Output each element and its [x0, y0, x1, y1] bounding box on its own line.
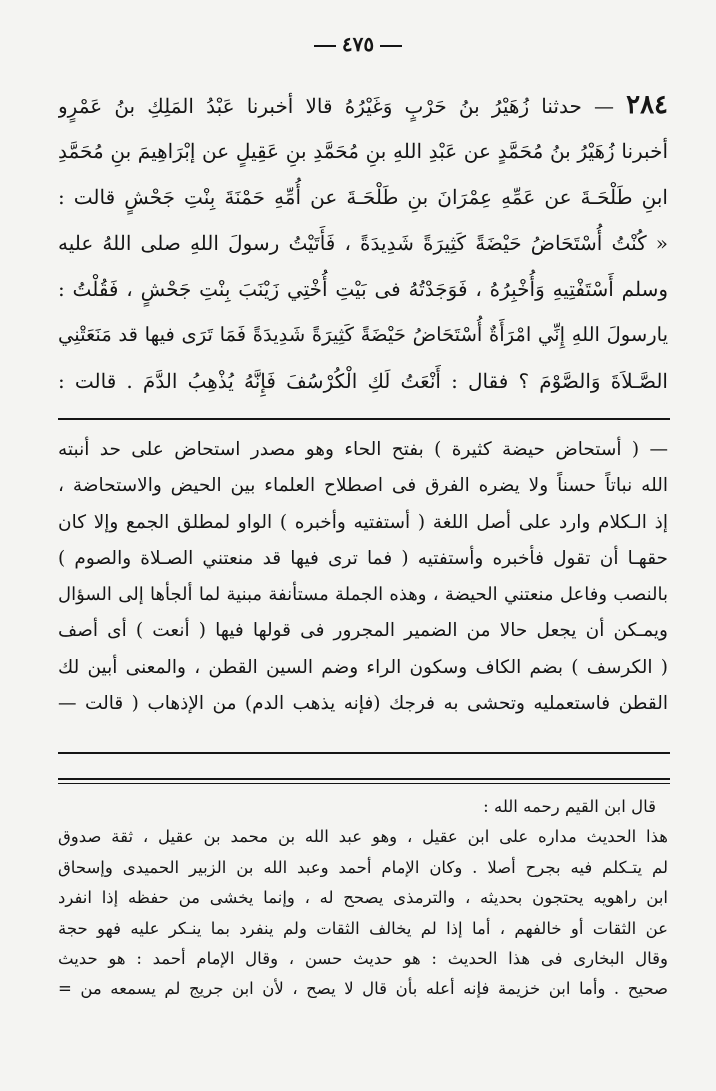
commentary — [58, 432, 668, 722]
commentary-line: القطن فاستعمليه وتحشى به فرجك (فإنه يذهب الدم) من الإذهاب ( قالت — — [58, 693, 668, 715]
commentary-line: ويمـكن أن يجعل حالا من الضمير المجرور فى قولها فيها ( أنعت ) أى أصف — [58, 620, 668, 642]
commentary-line: بالنصب وفاعل منعتني الحيضة ، وهذه الجملة مستأنفة مبنية لما ألجأها إلى السؤال — [58, 584, 668, 606]
section-divider — [58, 418, 670, 420]
ibn-qayyim-line: هذا الحديث مداره على ابن عقيل ، وهو عبد الله بن محمد بن عقيل ، ثقة صدوق — [58, 827, 668, 847]
commentary-line: إذ الـكلام وارد على أصل اللغة ( أستفتيه وأخبره ) الواو لمطلق الجمع وإلا كان — [58, 511, 668, 533]
page-number-dash-left — [314, 45, 336, 47]
hadith-text — [58, 82, 668, 404]
section-divider — [58, 778, 670, 780]
ibn-qayyim-heading: قال ابن القيم رحمه الله : — [483, 797, 656, 816]
hadith-line: الصَّـلاَةَ وَالصَّوْمَ ؟ فقال : أَنْعَتُ لَكِ الْكُرْسُفَ فَإِنَّهُ يُذْهِبُ الدَّمَ . قالت : — [58, 369, 668, 393]
page-number-dash-right — [380, 45, 402, 47]
ibn-qayyim-line: لم يتـكلم فيه بجرح أصلا . وكان الإمام أحمد وعبد الله بن الزبير الحميدى وإسحاق — [58, 857, 668, 877]
hadith-line: « كُنْتُ أُسْتَحَاضُ حَيْضَةً كَثِيرَةً شَدِيدَةً ، فَأَتَيْتُ رسولَ اللهِ صلى اللهُ عليه — [58, 231, 668, 255]
hadith-line: وسلم أَسْتَفْتِيهِ وَأُخْبِرُهُ ، فَوَجَدْتُهُ فى بَيْتِ أُخْتِي زَيْنَبَ بِنْتِ جَحْشٍ ، فَقُلْتُ : — [58, 277, 668, 301]
hadith-line — [58, 82, 668, 128]
page-number — [0, 32, 716, 56]
commentary-line: الله نباتاً حسناً ولا يضره الفرق فى اصطلاح العلماء بين الحيض والاستحاضة ، — [58, 475, 668, 497]
hadith-number: ٢٨٤ — [626, 90, 668, 120]
ibn-qayyim-line: صحيح . وأما ابن خزيمة فإنه أعله بأن قال لا يصح ، لأن ابن جريج لم يسمعه من = — [58, 979, 668, 999]
commentary-line: ( الكرسف ) بضم الكاف وسكون الراء وضم السين القطن ، والمعنى أبين لك — [58, 656, 668, 678]
hadith-line-text: — حدثنا زُهَيْرُ بنُ حَرْبٍ وَغَيْرُهُ قالا أخبرنا عَبْدُ المَلِكِ بنُ عَمْرٍو — [58, 94, 614, 118]
page-number-text: ٤٧٥ — [341, 32, 375, 56]
commentary-line: حقهـا أن تقول فأخبره وأستفتيه ( فما ترى فيها قد منعتني الصـلاة والصوم ) — [58, 547, 668, 569]
ibn-qayyim-line: وقال البخارى فى هذا الحديث : هو حديث حسن ، وقال الإمام أحمد : هو حديث — [58, 948, 668, 968]
ibn-qayyim-line: ابن راهويه يحتجون بحديثه ، والترمذى يصحح له ، وإنما يخشى من حفظه إذا انفرد — [58, 888, 668, 908]
hadith-line: ابنِ طَلْحَـةَ عن عَمِّهِ عِمْرَانَ بنِ طَلْحَـةَ عن أُمِّهِ حَمْنَةَ بِنْتِ جَحْشٍ قالت : — [58, 185, 668, 209]
commentary-line: — ( أستحاض حيضة كثيرة ) بفتح الحاء وهو مصدر استحاض على حد أنبته — [58, 439, 668, 460]
hadith-line: أخبرنا زُهَيْرُ بنُ مُحَمَّدٍ عن عَبْدِ اللهِ بنِ مُحَمَّدِ بنِ عَقِيلٍ عن إبْرَاهِيمَ بنِ مُحَمَّدِ — [58, 139, 668, 163]
section-divider — [58, 783, 670, 784]
ibn-qayyim-line: عن الثقات أو خالفهم ، أما إذا لم يخالف الثقات ولم ينفرد بما ينـكر عليه فهو حجة — [58, 918, 668, 938]
hadith-line: يارسولَ اللهِ إِنِّي امْرَأَةٌ أُسْتَحَاضُ حَيْضَةً كَثِيرَةً شَدِيدَةً فَمَا تَرَى فيها قد مَنَعَتْنِي — [58, 323, 668, 346]
section-divider — [58, 752, 670, 754]
ibn-qayyim-note — [58, 792, 668, 1005]
